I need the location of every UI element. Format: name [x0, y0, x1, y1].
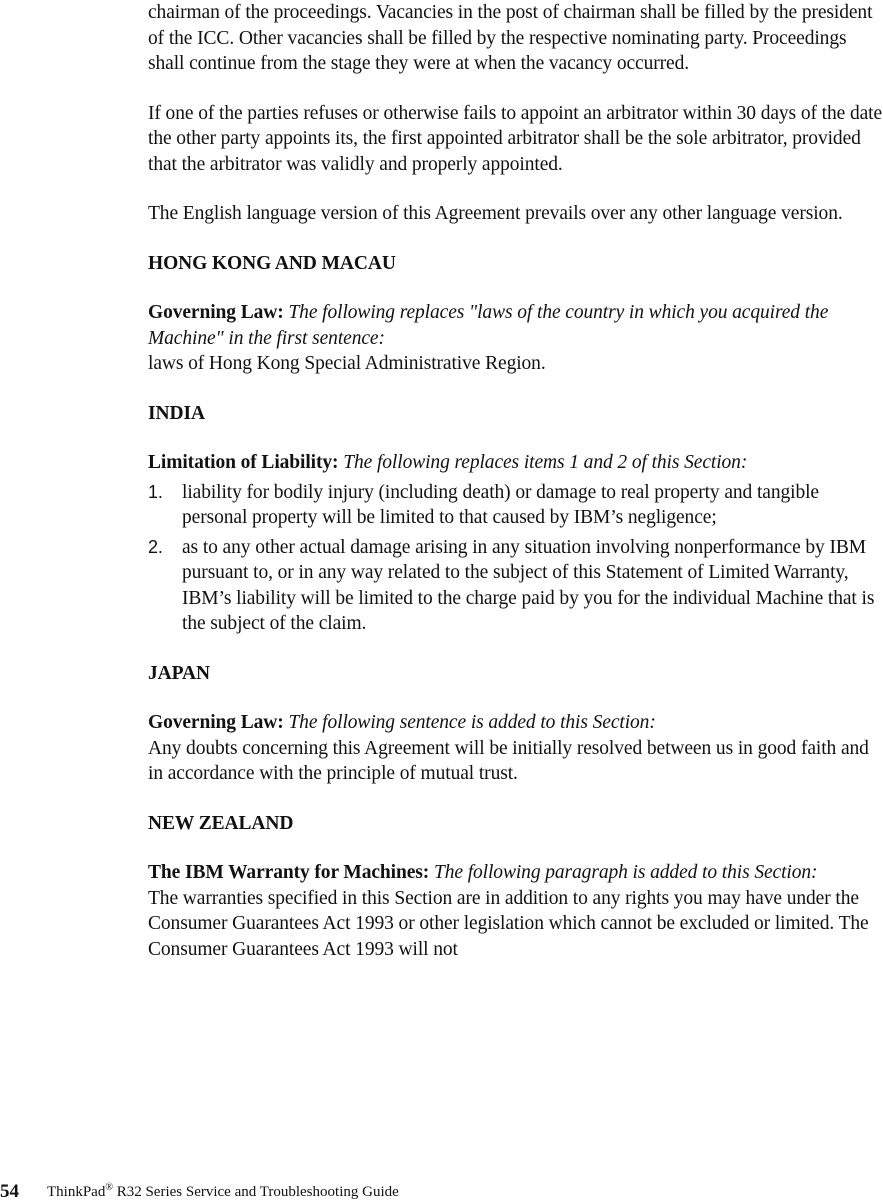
list-item-number: 1. — [148, 481, 163, 502]
lead-governing-law: Governing Law: — [148, 712, 284, 733]
body-text: The warranties specified in this Section are in addition to any rights you may have under the Consumer Guarantees Act 1993 or other legislation which cannot be excluded or limited. The Consumer Guarantees Act 1993 will not — [148, 887, 869, 960]
list-item — [148, 480, 883, 531]
registered-mark: ® — [105, 1182, 113, 1193]
page-number: 54 — [0, 1181, 19, 1202]
page-footer — [0, 1180, 883, 1204]
document-body — [148, 0, 883, 962]
intro-text: The following sentence is added to this Section: — [288, 712, 656, 733]
section-india-limitation — [148, 450, 883, 476]
list-item-text: liability for bodily injury (including death) or damage to real property and tangible personal property will be limited to that caused by IBM’s negligence; — [182, 481, 819, 528]
heading-hong-kong-macau: HONG KONG AND MACAU — [148, 252, 396, 274]
intro-text: The following replaces "laws of the country in which you acquired the Machine" in the first sentence: — [148, 302, 829, 349]
section-new-zealand-warranty — [148, 860, 883, 962]
body-text: Any doubts concerning this Agreement will be initially resolved between us in good faith and in accordance with the principle of mutual trust. — [148, 737, 869, 784]
body-text: laws of Hong Kong Special Administrative Region. — [148, 353, 546, 374]
paragraph-icc-chairman: chairman of the proceedings. Vacancies in the post of chairman shall be filled by the president of the ICC. Other vacancies shall be filled by the respective nominating party. Proceedings shall continue from the stage they were at when the vacancy occurred. — [148, 2, 873, 74]
section-japan-governing-law — [148, 710, 883, 787]
heading-japan: JAPAN — [148, 662, 210, 684]
list-item-text: as to any other actual damage arising in any situation involving nonperformance by IBM pursuant to, or in any way related to the subject of this Statement of Limited Warranty, IBM’s liability will be limited to the charge paid by you for the individual Machine that is the subject of the claim. — [182, 536, 875, 634]
footer-brand: ThinkPad — [47, 1184, 106, 1200]
paragraph-sole-arbitrator: If one of the parties refuses or otherwise fails to appoint an arbitrator within 30 days of the date the other party appoints its, the first appointed arbitrator shall be the sole arbitrator, provided that the arbitrator was validly and properly appointed. — [148, 102, 883, 175]
lead-ibm-warranty-for-machines: The IBM Warranty for Machines: — [148, 862, 430, 883]
list-item-number: 2. — [148, 536, 163, 557]
lead-limitation-of-liability: Limitation of Liability: — [148, 452, 339, 473]
intro-text: The following paragraph is added to this Section: — [433, 862, 818, 883]
india-liability-list — [148, 480, 883, 637]
lead-governing-law: Governing Law: — [148, 302, 284, 323]
footer-title-rest: R32 Series Service and Troubleshooting Guide — [112, 1184, 399, 1200]
paragraph-english-version: The English language version of this Agreement prevails over any other language version. — [148, 203, 843, 224]
section-hong-kong-governing-law — [148, 300, 883, 377]
heading-new-zealand: NEW ZEALAND — [148, 812, 294, 834]
footer-title — [47, 1180, 399, 1204]
heading-india: INDIA — [148, 402, 205, 424]
list-item — [148, 535, 883, 637]
intro-text: The following replaces items 1 and 2 of this Section: — [343, 452, 748, 473]
